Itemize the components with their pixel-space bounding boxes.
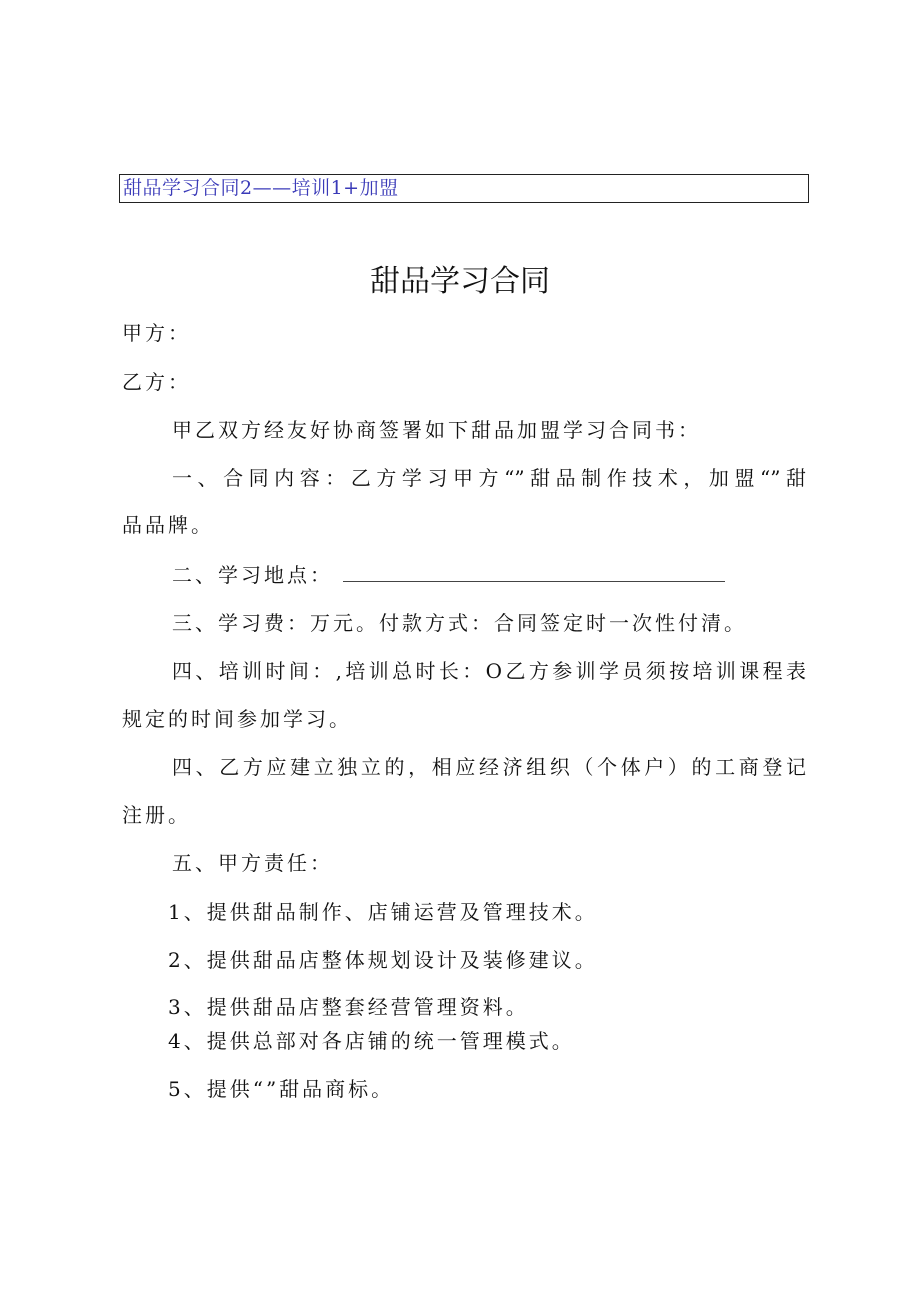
clause4b-line1: 四、乙方应建立独立的，相应经济组织（个体户）的工商登记 xyxy=(172,755,806,779)
clause4a-line1: 四、培训时间：,培训总时长：O乙方参训学员须按培训课程表 xyxy=(172,659,806,683)
location-blank-line xyxy=(343,581,725,582)
document-header-box xyxy=(119,174,809,203)
clause3-paragraph: 三、学习费：万元。付款方式：合同签定时一次性付清。 xyxy=(172,611,747,635)
clause5-item-5: 5、提供“”甜品商标。 xyxy=(168,1077,395,1101)
clause5-item-2: 2、提供甜品店整体规划设计及装修建议。 xyxy=(168,948,598,972)
clause1-line2: 品品牌。 xyxy=(122,513,214,537)
clause4b-line2: 注册。 xyxy=(122,803,191,827)
clause5-item-1: 1、提供甜品制作、店铺运营及管理技术。 xyxy=(168,900,598,924)
clause1-line1: 一、合同内容：乙方学习甲方“”甜品制作技术，加盟“”甜 xyxy=(172,466,806,490)
document-header-text: 甜品学习合同2——培训1+加盟 xyxy=(123,177,399,199)
party-a-label: 甲方： xyxy=(122,321,191,345)
clause5-item-4: 4、提供总部对各店铺的统一管理模式。 xyxy=(168,1029,575,1053)
party-b-label: 乙方： xyxy=(122,370,191,394)
clause5-item-3: 3、提供甜品店整套经营管理资料。 xyxy=(168,995,529,1019)
intro-paragraph: 甲乙双方经友好协商签署如下甜品加盟学习合同书： xyxy=(172,418,701,442)
clause4a-line2: 规定的时间参加学习。 xyxy=(122,707,352,731)
clause2-label: 二、学习地点： xyxy=(172,563,333,587)
clause5-heading: 五、甲方责任： xyxy=(172,851,333,875)
document-title: 甜品学习合同 xyxy=(370,264,550,299)
